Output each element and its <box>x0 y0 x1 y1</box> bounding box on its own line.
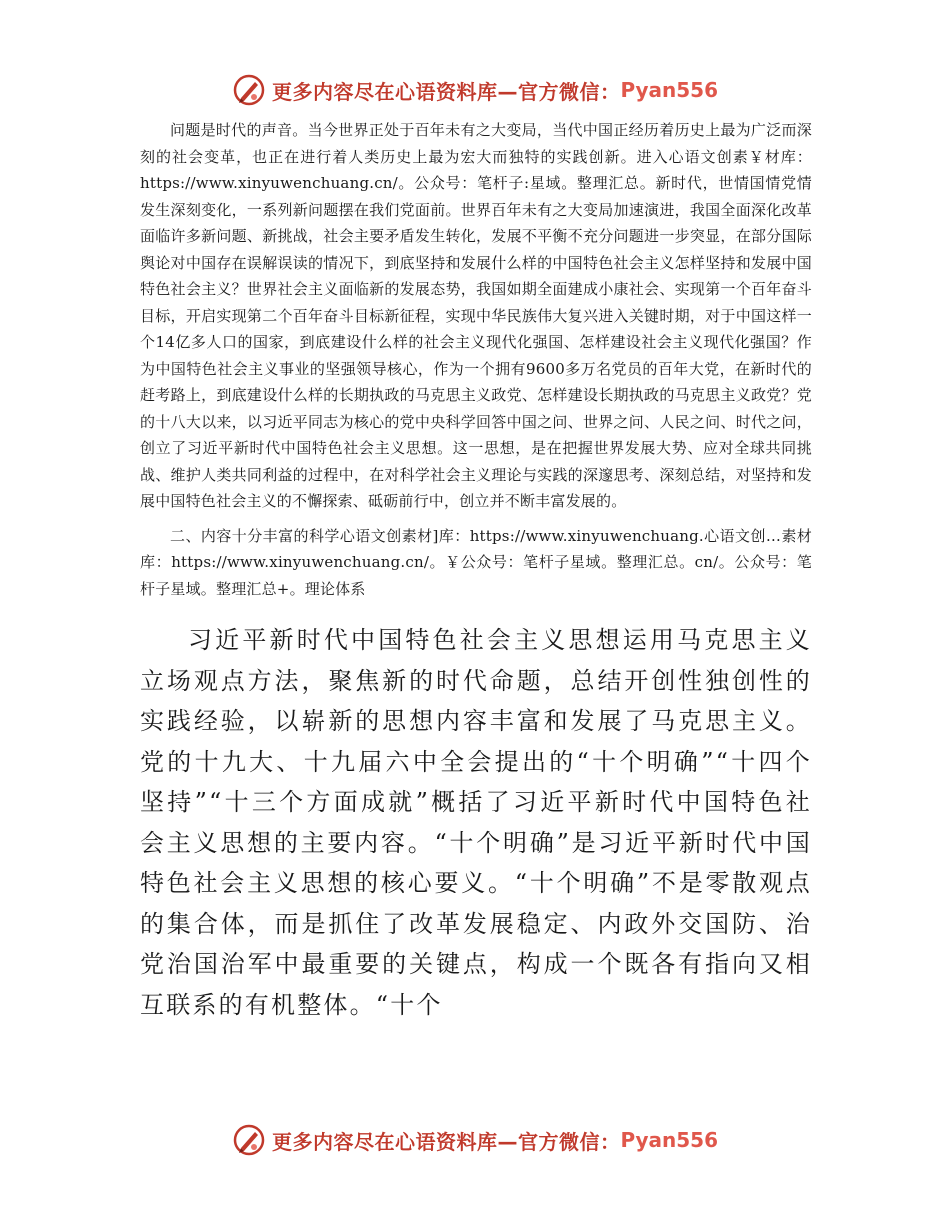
quill-logo-icon <box>232 1123 266 1157</box>
header-banner <box>0 70 950 110</box>
banner-text: 更多内容尽在心语资料库—官方微信： <box>271 79 621 104</box>
quill-logo-icon <box>232 73 266 107</box>
footer-banner <box>0 1120 950 1160</box>
banner-text: 更多内容尽在心语资料库—官方微信： <box>271 1129 621 1154</box>
paragraph-section-heading: 二、内容十分丰富的科学心语文创素材]库：https://www.xinyuwenchuang.心语文创…素材库：https://www.xinyuwenchuang.cn/。￥公众号：笔杆子星域。整理汇总。cn/。公众号：笔杆子星域。整理汇总+。理论体系 <box>140 526 812 598</box>
paragraph-main: 习近平新时代中国特色社会主义思想运用马克思主义立场观点方法，聚焦新的时代命题，总结开创性独创性的实践经验，以崭新的思想内容丰富和发展了马克思主义。党的十九大、十九届六中全会提出的“十个明确”“十四个坚持”“十三个方面成就”概括了习近平新时代中国特色社会主义思想的主要内容。“十个明确”是习近平新时代中国特色社会主义思想的核心要义。“十个明确”不是零散观点的集合体，而是抓住了改革发展稳定、内政外交国防、治党治国治军中最重要的关键点，构成一个既各有指向又相互联系的有机整体。“十个 <box>140 626 812 1019</box>
document-body <box>140 117 812 1025</box>
banner-wechat-id: Pyan556 <box>620 78 719 102</box>
banner-wechat-id: Pyan556 <box>620 1128 719 1152</box>
paragraph-intro: 问题是时代的声音。当今世界正处于百年未有之大变局，当代中国正经历着历史上最为广泛而深刻的社会变革，也正在进行着人类历史上最为宏大而独特的实践创新。进入心语文创素￥材库：https://www.xinyuwenchuang.cn/。公众号：笔杆子:星域。整理汇总。新时代，世情国情党情发生深刻变化，一系列新问题摆在我们党面前。世界百年未有之大变局加速演进，我国全面深化改革面临许多新问题、新挑战，社会主要矛盾发生转化，发展不平衡不充分问题进一步突显，在部分国际舆论对中国存在误解误读的情况下，到底坚持和发展什么样的中国特色社会主义怎样坚持和发展中国特色社会主义？世界社会主义面临新的发展态势，我国如期全面建成小康社会、实现第一个百年奋斗目标，开启实现第二个百年奋斗目标新征程，实现中华民族伟大复兴进入关键时期，对于中国这样一个14亿多人口的国家，到底建设什么样的社会主义现代化强国、怎样建设社会主义现代化强国？作为中国特色社会主义事业的坚强领导核心，作为一个拥有9600多万名党员的百年大党，在新时代的赶考路上，到底建设什么样的长期执政的马克思主义政党、怎样建设长期执政的马克思主义政党？党的十八大以来，以习近平同志为核心的党中央科学回答中国之问、世界之问、人民之问、时代之问，创立了习近平新时代中国特色社会主义思想。这一思想，是在把握世界发展大势、应对全球共同挑战、维护人类共同利益的过程中，在对科学社会主义理论与实践的深邃思考、深刻总结，对坚持和发展中国特色社会主义的不懈探索、砥砺前行中，创立并不断丰富发展的。 <box>140 121 812 510</box>
